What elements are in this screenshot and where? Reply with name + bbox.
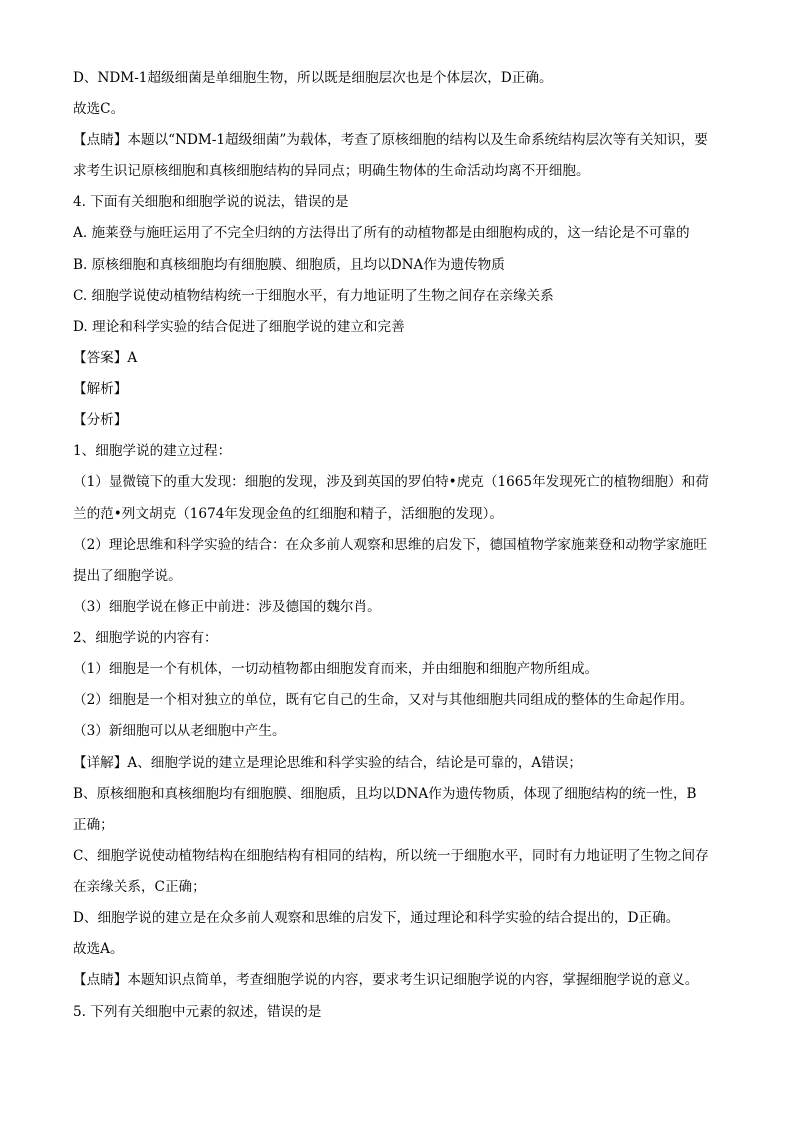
text-line: 【点睛】本题以“NDM-1超级细菌”为载体，考查了原核细胞的结构以及生命系统结构层次等有关知识，要 [73, 132, 708, 148]
text-line: 求考生识记原核细胞和真核细胞结构的异同点；明确生物体的生命活动均离不开细胞。 [73, 163, 590, 179]
text-line: 提出了细胞学说。 [73, 568, 182, 584]
text-line: （1）细胞是一个有机体，一切动植物都由细胞发育而来，并由细胞和细胞产物所组成。 [73, 661, 599, 677]
text-line: （1）显微镜下的重大发现：细胞的发现，涉及到英国的罗伯特•虎克（1665年发现死亡的植物细胞）和荷 [73, 474, 709, 490]
analysis-label: 【解析】 [73, 381, 128, 397]
text-line: 故选C。 [73, 101, 125, 117]
text-line: D、细胞学说的建立是在众多前人观察和思维的启发下，通过理论和科学实验的结合提出的，D正确。 [73, 910, 680, 926]
text-line: （3）细胞学说在修正中前进：涉及德国的魏尔肖。 [73, 599, 381, 615]
option-d: D. 理论和科学实验的结合促进了细胞学说的建立和完善 [73, 319, 405, 335]
text-line: 2、细胞学说的内容有： [73, 630, 218, 646]
text-line: 1、细胞学说的建立过程： [73, 443, 232, 459]
analysis-section-label: 【分析】 [73, 412, 128, 428]
answer-label: 【答案】A [73, 350, 138, 366]
question-stem: 4. 下面有关细胞和细胞学说的说法，错误的是 [73, 194, 349, 210]
text-line: 兰的范•列文胡克（1674年发现金鱼的红细胞和精子，活细胞的发现）。 [73, 506, 504, 522]
option-b: B. 原核细胞和真核细胞均有细胞膜、细胞质，且均以DNA作为遗传物质 [73, 257, 505, 273]
text-line: 正确； [73, 817, 114, 833]
text-line: （2）理论思维和科学实验的结合：在众多前人观察和思维的启发下，德国植物学家施莱登和动物学家施旺 [73, 537, 707, 553]
text-line: （2）细胞是一个相对独立的单位，既有它自己的生命，又对与其他细胞共同组成的整体的生命起作用。 [73, 692, 694, 708]
text-line: 在亲缘关系，C正确； [73, 879, 206, 895]
text-line: 【点睛】本题知识点简单，考查细胞学说的内容，要求考生识记细胞学说的内容，掌握细胞学说的意义。 [73, 972, 699, 988]
option-a: A. 施莱登与施旺运用了不完全归纳的方法得出了所有的动植物都是由细胞构成的，这一结论是不可靠的 [73, 225, 690, 241]
option-c: C. 细胞学说使动植物结构统一于细胞水平，有力地证明了生物之间存在亲缘关系 [73, 288, 554, 304]
detail-label-line: 【详解】A、细胞学说的建立是理论思维和科学实验的结合，结论是可靠的，A错误； [73, 755, 583, 771]
text-line: D、NDM-1超级细菌是单细胞生物，所以既是细胞层次也是个体层次，D正确。 [73, 70, 553, 86]
text-line: C、细胞学说使动植物结构在细胞结构有相同的结构，所以统一于细胞水平，同时有力地证明了生物之间存 [73, 848, 709, 864]
text-line: B、原核细胞和真核细胞均有细胞膜、细胞质，且均以DNA作为遗传物质，体现了细胞结构的统一性，B [73, 786, 697, 802]
text-line: （3）新细胞可以从老细胞中产生。 [73, 723, 286, 739]
text-line: 故选A。 [73, 941, 124, 957]
question-stem: 5. 下列有关细胞中元素的叙述，错误的是 [73, 1004, 322, 1020]
